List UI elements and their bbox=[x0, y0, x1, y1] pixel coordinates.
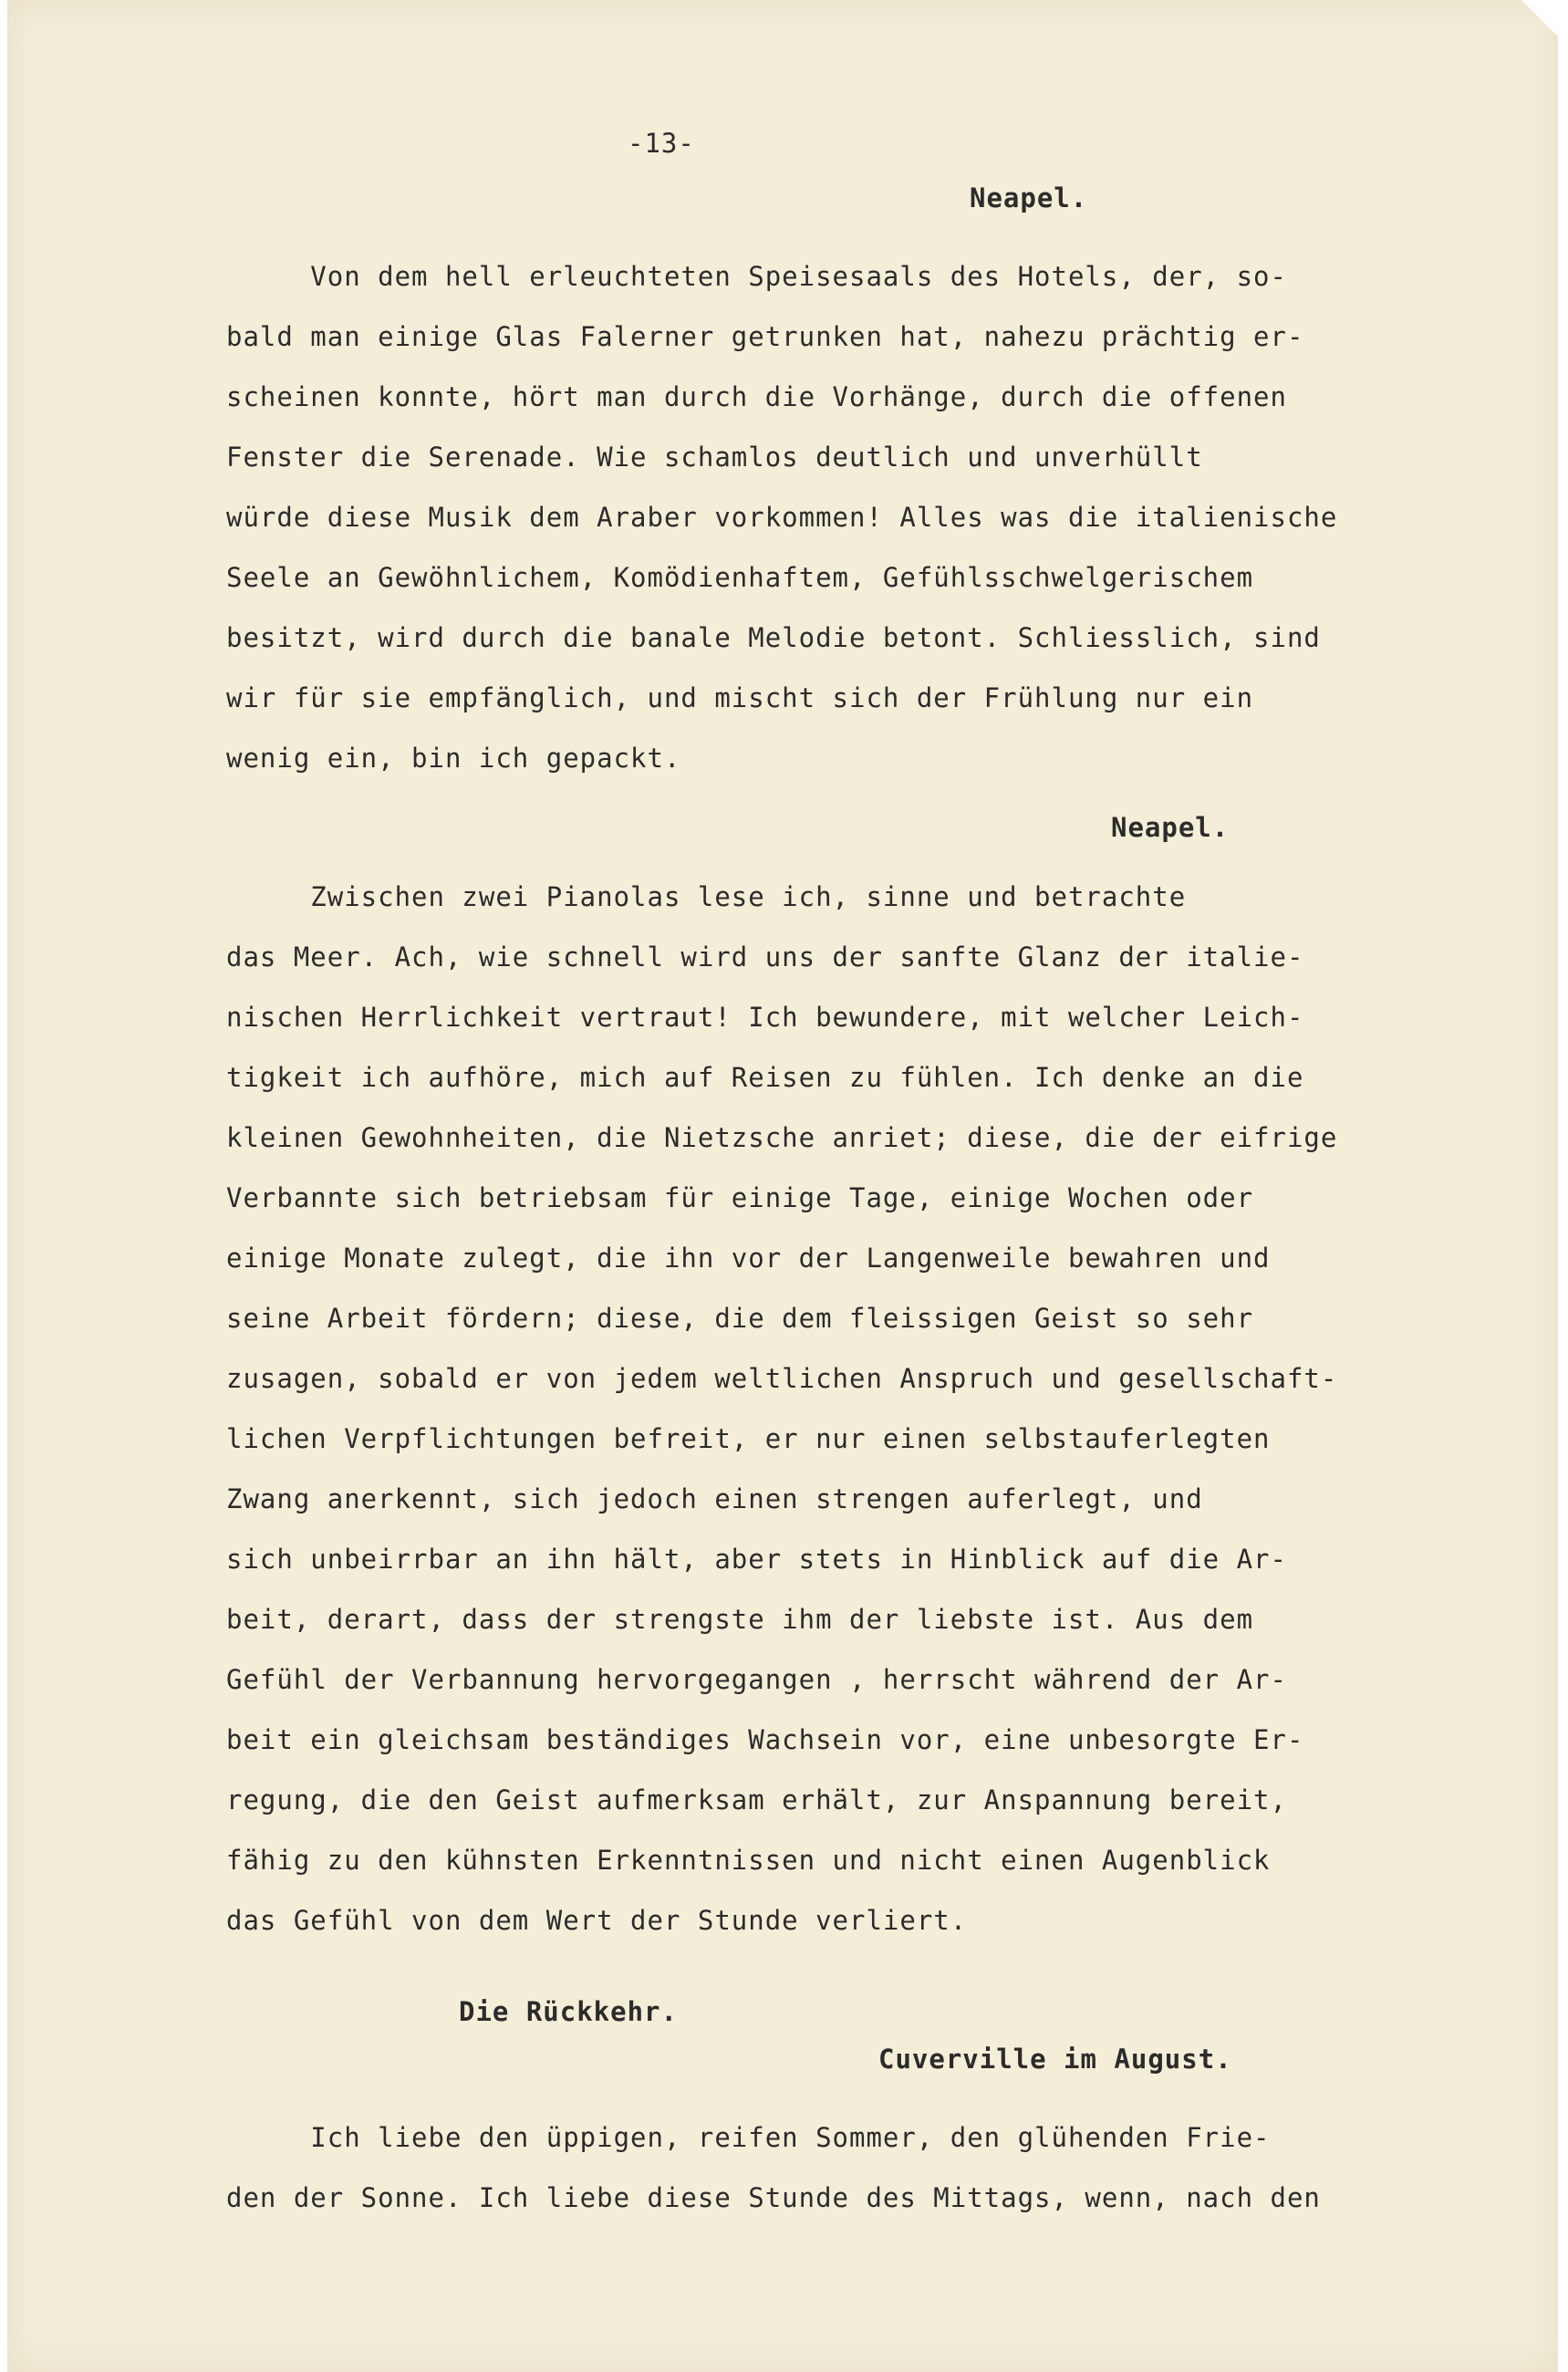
text-line: das Gefühl von dem Wert der Stunde verliert. bbox=[226, 1905, 968, 1936]
text-line: Ich liebe den üppigen, reifen Sommer, den glühenden Frie- bbox=[226, 2122, 1271, 2153]
text-line: scheinen konnte, hört man durch die Vorhänge, durch die offenen bbox=[226, 381, 1287, 412]
text-line: zusagen, sobald er von jedem weltlichen Anspruch und gesellschaft- bbox=[226, 1363, 1338, 1394]
text-line: seine Arbeit fördern; diese, die dem fleissigen Geist so sehr bbox=[226, 1303, 1254, 1334]
page-number: -13- bbox=[628, 128, 695, 159]
text-line: bald man einige Glas Falerner getrunken hat, nahezu prächtig er- bbox=[226, 321, 1304, 352]
section-heading-neapel-1: Neapel. bbox=[970, 182, 1088, 213]
text-line: fähig zu den kühnsten Erkenntnissen und nicht einen Augenblick bbox=[226, 1845, 1271, 1876]
text-line: einige Monate zulegt, die ihn vor der Langenweile bewahren und bbox=[226, 1243, 1271, 1274]
text-line: wenig ein, bin ich gepackt. bbox=[226, 743, 681, 774]
text-line: lichen Verpflichtungen befreit, er nur einen selbstauferlegten bbox=[226, 1423, 1271, 1454]
section-subheading-cuverville: Cuverville im August. bbox=[878, 2044, 1232, 2075]
text-line: das Meer. Ach, wie schnell wird uns der sanfte Glanz der italie- bbox=[226, 942, 1304, 973]
text-line: Seele an Gewöhnlichem, Komödienhaftem, Gefühlsschwelgerischem bbox=[226, 562, 1254, 593]
paper-corner bbox=[1521, 0, 1558, 36]
text-line: Gefühl der Verbannung hervorgegangen , herrscht während der Ar- bbox=[226, 1664, 1287, 1695]
text-line: Zwang anerkennt, sich jedoch einen strengen auferlegt, und bbox=[226, 1483, 1203, 1514]
text-line: den der Sonne. Ich liebe diese Stunde des Mittags, wenn, nach den bbox=[226, 2182, 1321, 2213]
section-heading-rueckkehr: Die Rückkehr. bbox=[459, 1996, 678, 2027]
text-line: regung, die den Geist aufmerksam erhält, zur Anspannung bereit, bbox=[226, 1784, 1287, 1815]
text-line: wir für sie empfänglich, und mischt sich der Frühlung nur ein bbox=[226, 682, 1254, 713]
paragraph-neapel-2 bbox=[226, 867, 1439, 1951]
text-line: beit, derart, dass der strengste ihm der liebste ist. Aus dem bbox=[226, 1604, 1254, 1635]
text-line: Fenster die Serenade. Wie schamlos deutlich und unverhüllt bbox=[226, 442, 1203, 473]
section-heading-neapel-2: Neapel. bbox=[1111, 812, 1230, 843]
text-line: beit ein gleichsam beständiges Wachsein vor, eine unbesorgte Er- bbox=[226, 1724, 1304, 1755]
text-line: Von dem hell erleuchteten Speisesaals des Hotels, der, so- bbox=[226, 261, 1287, 292]
paragraph-neapel-1 bbox=[226, 246, 1439, 788]
text-line: Zwischen zwei Pianolas lese ich, sinne und betrachte bbox=[226, 881, 1187, 912]
text-line: Verbannte sich betriebsam für einige Tage, einige Wochen oder bbox=[226, 1182, 1254, 1213]
typewritten-page bbox=[7, 0, 1558, 2372]
text-line: kleinen Gewohnheiten, die Nietzsche anriet; diese, die der eifrige bbox=[226, 1122, 1338, 1153]
text-line: besitzt, wird durch die banale Melodie betont. Schliesslich, sind bbox=[226, 622, 1321, 653]
text-line: sich unbeirrbar an ihn hält, aber stets in Hinblick auf die Ar- bbox=[226, 1544, 1287, 1575]
paragraph-rueckkehr bbox=[226, 2107, 1439, 2228]
text-line: nischen Herrlichkeit vertraut! Ich bewundere, mit welcher Leich- bbox=[226, 1002, 1304, 1033]
text-line: würde diese Musik dem Araber vorkommen! Alles was die italienische bbox=[226, 502, 1338, 533]
text-line: tigkeit ich aufhöre, mich auf Reisen zu fühlen. Ich denke an die bbox=[226, 1062, 1304, 1093]
